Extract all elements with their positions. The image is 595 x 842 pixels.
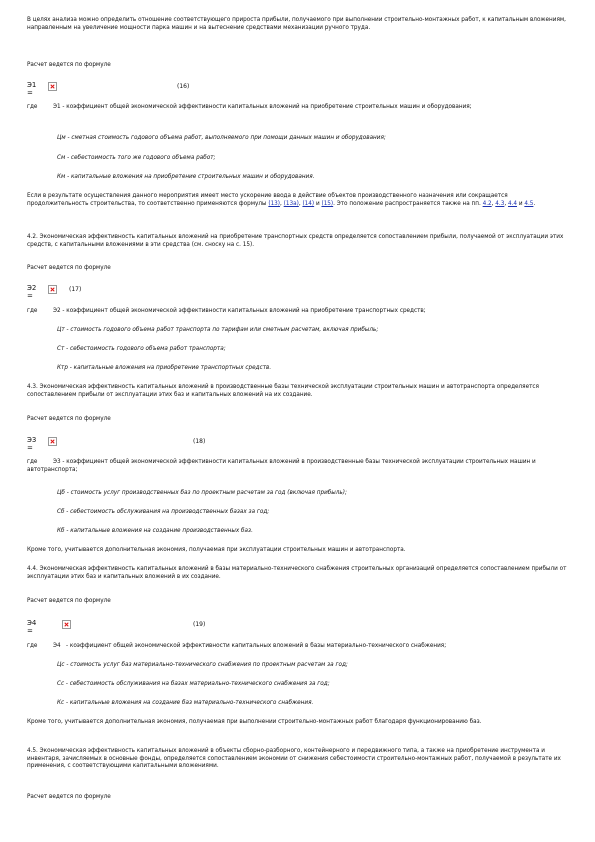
section-4-5: 4.5. Экономическая эффективность капитальных вложений в объекты сборно-разборного, контейнерного и передвижного типа, а также на приобретение инструмента и инвентаря, зачисляемых в основные фонды, определяется сопоставлением экономии от снижения себестоимости строительно-монтажных работ, получаемой в результате их применения, с соответствующими капитальными вложениями.	[27, 748, 561, 770]
formula-label: Э4 =	[27, 619, 37, 635]
definition-line: Кс - капитальные вложения на создание баз материально-технического снабжения.	[57, 700, 314, 706]
definition-line: Ст - себестоимость годового объема работ транспорта;	[57, 346, 226, 352]
formula-label: Э1 =	[27, 81, 37, 97]
formula-number: (17)	[69, 286, 82, 293]
paragraph-extra-savings: Кроме того, учитывается дополнительная экономия, получаемая при выполнении строительно-монтажных работ благодаря функционированию баз.	[27, 719, 482, 725]
definition-line: Сс - себестоимость обслуживания на базах материально-технического снабжения за год;	[57, 681, 330, 687]
definition-line: Цб - стоимость услуг производственных баз по проектным расчетам за год (включая прибыль);	[57, 490, 347, 496]
section-link-4-4[interactable]: 4.4	[507, 200, 518, 207]
formula-number: (16)	[177, 83, 190, 90]
section-4-3: 4.3. Экономическая эффективность капитальных вложений в производственные базы технической эксплуатации строительных машин и автотранспорта определяется сопоставлением прибыли от эксплуатации этих баз и капитальных вложений на их создание.	[27, 384, 539, 398]
formula-label: Э3 =	[27, 436, 37, 452]
paragraph-extra-savings: Кроме того, учитывается дополнительная экономия, получаемая при эксплуатации строительных машин и автотранспорта.	[27, 547, 406, 553]
broken-image-icon	[48, 82, 57, 91]
formula-link-13[interactable]: (13)	[268, 200, 281, 207]
definition-main: где Э3 - коэффициент общей экономической эффективности капитальных вложений в производственные базы технической эксплуатации строительных машин и автотранспорта;	[27, 459, 536, 473]
definition-main: где Э1 - коэффициент общей экономической эффективности капитальных вложений на приобретение строительных машин и оборудования;	[27, 104, 472, 110]
formula-link-13a[interactable]: (13а)	[283, 200, 299, 207]
broken-image-icon	[48, 437, 57, 446]
formula-label: Э2 =	[27, 284, 37, 300]
definition-line: Км - капитальные вложения на приобретение строительных машин и оборудования.	[57, 174, 315, 180]
section-link-4-5[interactable]: 4.5	[524, 200, 534, 207]
section-link-4-2[interactable]: 4.2	[482, 200, 492, 207]
formula-intro: Расчет ведется по формуле	[27, 265, 111, 271]
broken-image-icon	[48, 285, 57, 294]
definition-main: где Э2 - коэффициент общей экономической эффективности капитальных вложений на приобретение транспортных средств;	[27, 308, 426, 314]
definition-line: Цт - стоимость годового объема работ транспорта по тарифам или сметным расчетам, включая прибыль;	[57, 327, 379, 333]
definition-line: Цм - сметная стоимость годового объема работ, выполняемого при помощи данных машин и оборудования;	[57, 135, 386, 141]
formula-intro: Расчет ведется по формуле	[27, 598, 111, 604]
paragraph-intro: В целях анализа можно определить отношение соответствующего прироста прибыли, получаемого при выполнении строительно-монтажных работ, к капитальным вложениям, направленным на увеличение мощности парка машин и на вытеснение средствами механизации ручного труда.	[27, 17, 566, 31]
paragraph-formulas-note: Если в результате осуществления данного мероприятия имеет место ускорение ввода в действие объектов производственного назначения или сокращается продолжительность строительства, то соответственно применяются формулы (13), (13а), (14) и (15). Это положение распространяется также на пп. 4.2, 4.3, 4.4 и 4.5.	[27, 193, 536, 207]
formula-number: (19)	[193, 621, 206, 628]
formula-number: (18)	[193, 438, 206, 445]
section-link-4-3[interactable]: 4.3	[495, 200, 505, 207]
definition-line: Сб - себестоимость обслуживания на производственных базах за год;	[57, 509, 270, 515]
formula-link-14[interactable]: (14)	[302, 200, 315, 207]
definition-line: Цс - стоимость услуг баз материально-технического снабжения по проектным расчетам за год;	[57, 662, 348, 668]
definition-main: где Э4 - коэффициент общей экономической эффективности капитальных вложений в базы материально-технического снабжения;	[27, 643, 447, 649]
definition-line: Ктр - капитальные вложения на приобретение транспортных средств.	[57, 365, 272, 371]
formula-intro: Расчет ведется по формуле	[27, 62, 111, 68]
definition-line: Кб - капитальные вложения на создание производственных баз.	[57, 528, 253, 534]
formula-link-15[interactable]: (15)	[321, 200, 334, 207]
definition-line: См - себестоимость того же годового объема работ;	[57, 155, 216, 161]
section-4-2: 4.2. Экономическая эффективность капитальных вложений на приобретение транспортных средств определяется сопоставлением прибыли, получаемой от эксплуатации этих средств, с капитальными вложениями в эти средства (см. сноску на с. 15).	[27, 234, 564, 248]
section-4-4: 4.4. Экономическая эффективность капитальных вложений в базы материально-технического снабжения строительных организаций определяется сопоставлением прибыли от эксплуатации этих баз и капитальных вложений в их создание.	[27, 566, 567, 580]
formula-intro: Расчет ведется по формуле	[27, 794, 111, 800]
formula-intro: Расчет ведется по формуле	[27, 416, 111, 422]
broken-image-icon	[62, 620, 71, 629]
